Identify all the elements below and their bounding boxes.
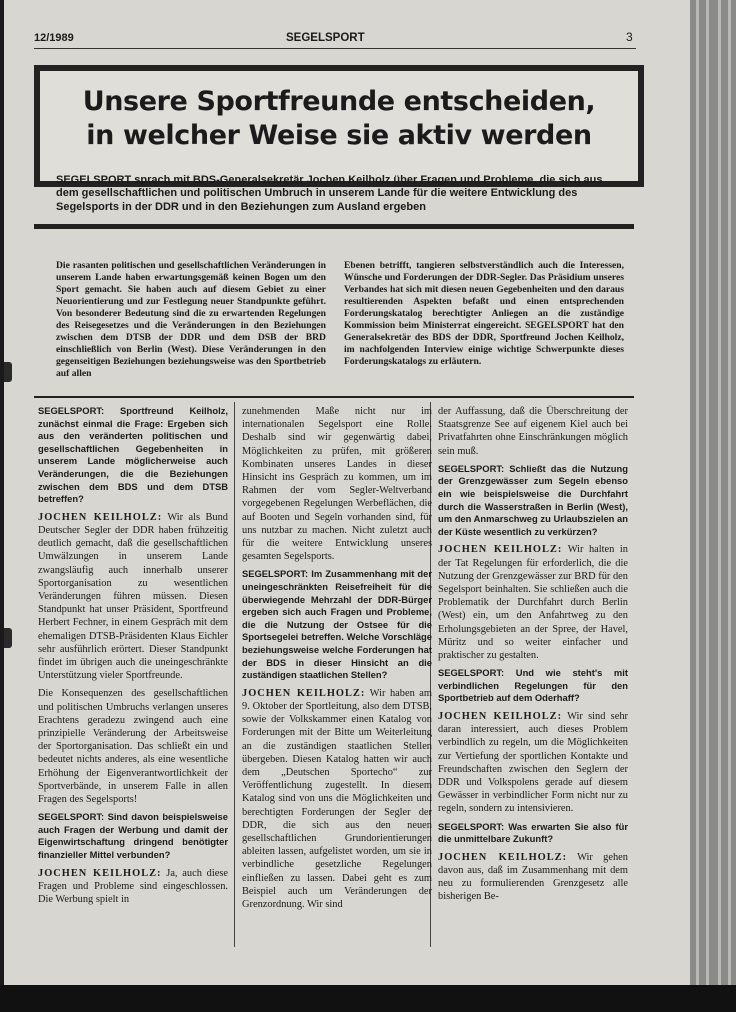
book-page-edge	[690, 0, 736, 985]
headline	[40, 85, 638, 153]
headline-line-2: in welcher Weise sie aktiv werden	[86, 120, 592, 151]
speaker-label: JOCHEN KEILHOLZ:	[242, 687, 366, 699]
article-column-2	[242, 405, 432, 916]
speaker-label: JOCHEN KEILHOLZ:	[38, 867, 162, 879]
magazine-page	[4, 0, 690, 985]
answer	[242, 687, 432, 911]
speaker-label: JOCHEN KEILHOLZ:	[38, 511, 163, 523]
answer	[438, 710, 628, 816]
scan-border	[0, 985, 736, 1012]
question: SEGELSPORT: Schließt das die Nutzung der Grenzgewässer zum Segeln ebenso ein wie beispielsweise die Durchfahrt durch die Wasserstraßen in Berlin (West), um den Anmarschweg zu Urlaubszielen an der Küste wesentlich zu verkürzen?	[438, 462, 628, 537]
article-column-3	[438, 405, 628, 909]
binder-hole	[4, 362, 12, 382]
answer-text: Wir haben am 9. Oktober der Sportleitung, also dem DTSB, sowie der Volkskammer einen Katalog von Forderungen mit der Bitte um Weiterleitung an die zuständigen staatlichen Stellen übergeben. Diesen Katalog hatten wir auch dem „Deutschen Sportecho“ zur Veröffentlichung zugestellt. In diesem Katalog sind von uns die Möglichkeiten und berechtigten Forderungen der Segler der DDR, die sich aus den neuen gesellschaftlichen Grundorientierungen ableiten lassen, aufgelistet worden, um sie in verbindliche gesetzliche Regelungen einfließen zu lassen. Dabei geht es zum Beispiel auch um Veränderungen der Grenzordnung. Wir sind	[242, 687, 432, 911]
issue-number: 12/1989	[34, 32, 74, 44]
answer	[438, 543, 628, 662]
answer-text: zunehmenden Maße nicht nur im internationalen Segelsport eine Rolle. Deshalb sind wir gegenwärtig dabei, Möglichkeiten zu prüfen, mit größeren Kombinaten unseres Landes in dieser Hinsicht ins Gespräch zu kommen, um im Rahmen der vom Segler-Weltverband vorgegebenen Regelungen Werbeflächen, die auf Booten und Segeln vorhanden sind, für uns nutzbar zu machen. Nicht zuletzt auch für die weitere Entwicklung unseres gesamten Segelsports.	[242, 406, 432, 563]
question: SEGELSPORT: Im Zusammenhang mit der uneingeschränkten Reisefreiheit für die überwiegende Mehrzahl der DDR-Bürger ergeben sich auch Fragen und Probleme, die die Nutzung der Ostsee für die Sportsegelei betreffen. Welche Vorschläge beziehungsweise welche Forderungen hat der BDS in dieser Hinsicht an die zuständigen staatlichen Stellen?	[242, 568, 432, 681]
lead-text-right: Ebenen betrifft, tangieren selbstverständlich auch die Interessen, Wünsche und Forderungen der DDR-Segler. Das Präsidium unseres Verbandes hat sich mit diesen neuen Gegebenheiten und den daraus resultierenden Aspekten befaßt und einen entsprechenden Forderungskatalog berechtigter Anliegen an die zuständige Kommission beim Ministerrat eingereicht. SEGELSPORT hat den Generalsekretär des BDS der DDR, Sportfreund Jochen Keilholz, im nachfolgenden Interview einige wichtige Schwerpunkte dieses Forderungskatalogs zu erläutern.	[344, 260, 624, 367]
page-number: 3	[626, 30, 633, 44]
answer-text: Wir als Bund Deutscher Segler der DDR haben frühzeitig deutlich gemacht, daß die gesellschaftlichen Umwälzungen in unserem Lande zwangsläufig auch innerhalb unserer Sportorganisation zu wesentlichen Veränderungen führen müssen. Diesen Standpunkt hat unser Präsident, Sportfreund Herbert Fechner, in einem Gespräch mit dem ehemaligen DTSB-Präsidenten Klaus Eichler sehr ausführlich erörtert. Dieser Standpunkt findet im übrigen auch die uneingeschränkte Unterstützung vieler Sportfreunde.	[38, 511, 228, 682]
column-divider	[234, 402, 235, 947]
intro-rule	[34, 224, 634, 229]
answer-text: Wir sind sehr daran interessiert, auch dieses Problem verbindlich zu regeln, um die Möglichkeiten zur Vertiefung der sportlichen Kontakte und Freundschaften zwischen den Seglern der DDR und Volkspolens gerade auf diesem Gewässer in verbindlicher Form nicht nur zu regeln, sondern zu intensivieren.	[438, 710, 628, 815]
speaker-label: JOCHEN KEILHOLZ:	[438, 544, 563, 556]
answer-text: Wir gehen davon aus, daß im Zusammenhang mit dem neu zu formulierenden Grenzgesetz alle bisherigen Be-	[438, 851, 628, 903]
answer-text: Die Konsequenzen des gesellschaftlichen und politischen Umbruchs verlangen unseres Erachtens geradezu zwingend auch eine prinzipielle Veränderung der Arbeitsweise der Sportorganisation. Das schließt ein und bedeutet nichts anderes, als eine wesentliche Erhöhung der Eigenverantwortlichkeit der Sportverbände, in unserem Falle in allen Fragen des Segelsports!	[38, 688, 228, 806]
question: SEGELSPORT: Was erwarten Sie also für die unmittelbare Zukunft?	[438, 820, 628, 845]
binder-hole	[4, 628, 12, 648]
answer	[438, 851, 628, 904]
article-column-1	[38, 405, 228, 911]
answer-text: Ja, auch diese Fragen und Probleme sind eingeschlossen. Die Werbung spielt in	[38, 867, 228, 905]
question: SEGELSPORT: Und wie steht's mit verbindlichen Regelungen für den Sportbetrieb auf dem Oderhaff?	[438, 667, 628, 704]
answer	[38, 511, 228, 683]
magazine-name: SEGELSPORT	[286, 32, 365, 44]
answer	[38, 867, 228, 907]
headline-box	[34, 65, 644, 187]
answer-text: der Auffassung, daß die Überschreitung der Staatsgrenze See auf eigenem Kiel auch bei Privatfahrten ohne Einschränkungen möglich sein muß.	[438, 406, 628, 457]
question: SEGELSPORT: Sportfreund Keilholz, zunächst einmal die Frage: Ergeben sich aus den veränderten politischen und gesellschaftlichen Gegebenheiten in unserem Lande möglicherweise auch Veränderungen, die die Beziehungen zwischen dem BDS und dem DTSB betreffen?	[38, 405, 228, 505]
speaker-label: JOCHEN KEILHOLZ:	[438, 851, 568, 863]
lead-text-left: Die rasanten politischen und gesellschaftlichen Veränderungen in unserem Lande haben erwartungsgemäß keinen Bogen um den Sport gemacht. Sie haben auch auf diesem Gebiet zu einer Neuorientierung und zur Festlegung neuer Standpunkte geführt. Von besonderer Bedeutung sind die zu erwartenden Regelungen des Reisegesetzes und die Veränderungen in den Beziehungen zwischen dem DTSB der DDR und dem DSB der BRD einschließlich von Berlin (West). Diese Veränderungen in den gegenseitigen Beziehungen beziehungsweise was den Sportbetrieb auf allen	[56, 260, 326, 379]
question: SEGELSPORT: Sind davon beispielsweise auch Fragen der Werbung und damit der Eigenwirtschaftung dringend benötigter finanzieller Mittel verbunden?	[38, 811, 228, 860]
header-rule	[34, 48, 636, 49]
headline-line-1: Unsere Sportfreunde entscheiden,	[82, 86, 596, 117]
speaker-label: JOCHEN KEILHOLZ:	[438, 710, 563, 722]
lead-rule	[34, 396, 634, 398]
intro-paragraph: SEGELSPORT sprach mit BDS-Generalsekretär Jochen Keilholz über Fragen und Probleme, die sich aus dem gesellschaftlichen und politischen Umbruch in unserem Lande für die weitere Entwicklung des Segelsports in der DDR und in den Beziehungen zum Ausland ergeben	[56, 174, 603, 213]
answer-text: Wir halten in der Tat Regelungen für erforderlich, die die Nutzung der Grenzgewässer zur BRD für den Segelsport beinhalten. Sie schließen auch die Problematik der Durchfahrt durch Berlin (West) ein, um den Anfahrtweg zu den Erholungsgebieten an der Spree, der Havel, Müritz und so weiter einfacher und praktischer zu gestalten.	[438, 544, 628, 661]
